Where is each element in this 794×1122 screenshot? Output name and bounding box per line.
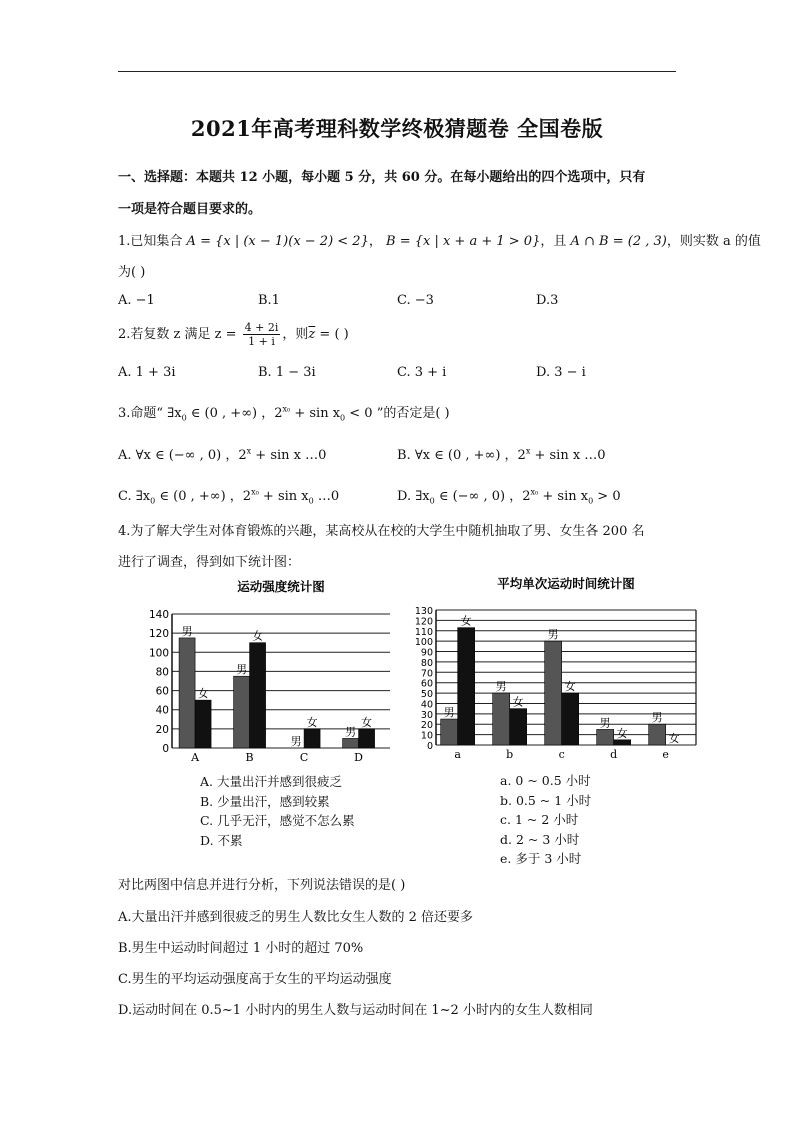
chart1-legend-d: D. 不累 — [200, 832, 243, 848]
y-tick-label: 110 — [414, 626, 433, 638]
q1-mid: ，且 — [540, 234, 567, 249]
y-tick-label: 0 — [162, 743, 169, 755]
bar-label: 女 — [616, 726, 628, 740]
q3-option-c-sub2: 0 — [308, 496, 314, 506]
q1-set-b: B = {x | x + a + 1 > 0} — [386, 234, 541, 249]
bar-label: 女 — [668, 732, 680, 745]
q1-intersection: A ∩ B = (2 , 3) — [570, 234, 667, 249]
q2-denominator: 1 + i — [248, 335, 275, 348]
q2-tail-a: ，则 — [282, 327, 309, 342]
bar-female — [359, 729, 375, 748]
x-tick-label: d — [610, 748, 618, 761]
q3-option-d-sub: 0 — [429, 496, 435, 506]
chart1-legend-c: C. 几乎无汗，感觉不怎么累 — [200, 813, 355, 828]
q4-stem-line1: 4.为了解大学生对体育锻炼的兴趣，某高校从在校的大学生中随机抽取了男、女生各 200 名 — [118, 524, 645, 539]
q4-option-a: A.大量出汗并感到很疲乏的男生人数比女生人数的 2 倍还要多 — [118, 910, 474, 925]
bar-label: 女 — [564, 680, 576, 694]
chart2-legend-a: a. 0 ~ 0.5 小时 — [500, 773, 591, 788]
q2-option-d: D. 3 − i — [536, 365, 586, 380]
q3-option-c-mid: ∈ (0 , +∞) ，2 — [155, 489, 252, 504]
chart-title: 平均单次运动时间统计图 — [497, 576, 635, 591]
y-tick-label: 80 — [155, 666, 169, 679]
q3-sup-x0: x₀ — [282, 404, 291, 414]
x-tick-label: e — [662, 748, 669, 761]
bar-male — [234, 676, 250, 748]
q3-option-d — [397, 485, 621, 506]
y-tick-label: 20 — [420, 720, 433, 732]
q3-sub0: 0 — [181, 413, 187, 423]
q3-option-a-tail: + sin x …0 — [251, 448, 327, 463]
bar-male — [179, 638, 195, 748]
bar-label: 女 — [512, 695, 524, 709]
bar-female — [195, 700, 211, 748]
q3-stem-d: < 0 ”的否定是( ) — [345, 406, 450, 421]
q3-option-d-mid: ∈ (−∞ , 0) ，2 — [434, 489, 531, 504]
bar-label: 男 — [599, 716, 611, 730]
q2-option-c: C. 3 + i — [397, 365, 447, 380]
chart-title: 运动强度统计图 — [237, 579, 325, 594]
bar-male — [441, 719, 458, 745]
chart2-legend-e: e. 多于 3 小时 — [500, 851, 582, 866]
y-tick-label: 40 — [155, 704, 169, 717]
q2-option-a: A. 1 + 3i — [118, 365, 176, 380]
q3-option-b-tail: + sin x …0 — [530, 448, 606, 463]
q3-option-c-tail: + sin x — [258, 489, 309, 504]
bar-label: 男 — [236, 663, 248, 677]
chart1-legend-a: A. 大量出汗并感到很疲乏 — [200, 774, 342, 789]
y-tick-label: 0 — [426, 741, 433, 752]
bar-label: 女 — [252, 629, 264, 643]
y-tick-label: 120 — [148, 628, 169, 641]
q4-option-c: C.男生的平均运动强度高于女生的平均运动强度 — [118, 972, 392, 987]
bar-female — [458, 628, 475, 745]
q3-option-a-label: A. ∀x ∈ (−∞ , 0) ，2 — [118, 448, 247, 463]
bar-label: 女 — [460, 614, 472, 628]
y-tick-label: 10 — [420, 730, 433, 742]
y-tick-label: 50 — [420, 689, 433, 701]
chart2-legend — [500, 771, 591, 869]
q1-option-b: B.1 — [258, 293, 280, 308]
bar-label: 女 — [361, 715, 373, 729]
y-tick-label: 60 — [155, 685, 169, 698]
q4-question: 对比两图中信息并进行分析，下列说法错误的是( ) — [118, 878, 406, 893]
q1-set-a: A = {x | (x − 1)(x − 2) < 2} — [186, 234, 369, 249]
q3-option-d-sub2: 0 — [588, 496, 594, 506]
y-tick-label: 30 — [420, 709, 433, 721]
bar-female — [250, 643, 266, 748]
chart-exercise-duration — [408, 568, 708, 768]
q3-sub0-b: 0 — [340, 413, 346, 423]
q2-tail-b: = ( ) — [315, 327, 349, 342]
bar-male — [649, 724, 666, 745]
bar-label: 男 — [181, 624, 193, 638]
q1-option-a: A. −1 — [118, 293, 155, 308]
bar-label: 男 — [651, 711, 663, 725]
q4-option-d: D.运动时间在 0.5~1 小时内的男生人数与运动时间在 1~2 小时内的女生人数相同 — [118, 1003, 593, 1018]
x-tick-label: b — [506, 748, 514, 761]
page-title: 2021年高考理科数学终极猜题卷 全国卷版 — [190, 116, 604, 141]
bar-label: 女 — [197, 687, 209, 701]
y-tick-label: 100 — [414, 637, 433, 649]
q3-option-a-sup: x — [246, 446, 252, 456]
bar-label: 男 — [547, 628, 559, 642]
q3-option-d-end: > 0 — [593, 489, 621, 504]
q3-option-b-sup: x — [525, 446, 531, 456]
bar-label: 男 — [290, 735, 302, 748]
q1-tail: ，则实数 a 的值 — [666, 234, 761, 249]
y-tick-label: 100 — [148, 647, 169, 660]
x-tick-label: c — [558, 748, 565, 761]
y-tick-label: 120 — [414, 616, 433, 628]
chart1-legend-b: B. 少量出汗，感到较累 — [200, 793, 330, 809]
bar-male — [545, 641, 562, 745]
x-tick-label: D — [354, 751, 363, 764]
bar-label: 女 — [306, 715, 318, 729]
q2-fraction — [243, 321, 281, 348]
q3-stem — [118, 402, 450, 423]
q1-stem-line2: 为( ) — [118, 265, 146, 280]
q3-stem-b: ∈ (0 , +∞) ，2 — [186, 406, 283, 421]
q2-stem — [118, 321, 349, 348]
bar-label: 男 — [443, 706, 455, 720]
x-tick-label: A — [191, 751, 200, 764]
bar-label: 男 — [345, 725, 357, 739]
q3-option-c-label: C. ∃x — [118, 489, 151, 504]
q4-option-b: B.男生中运动时间超过 1 小时的超过 70% — [118, 941, 364, 956]
q1-stem-prefix: 1.已知集合 — [118, 234, 183, 249]
y-tick-label: 60 — [420, 678, 433, 690]
chart2-legend-d: d. 2 ~ 3 小时 — [500, 831, 580, 847]
x-tick-label: a — [454, 748, 461, 761]
y-tick-label: 40 — [420, 699, 433, 711]
header-rule — [118, 71, 676, 72]
q3-stem-a: 3.命题“ ∃x — [118, 406, 182, 421]
q2-stem-text: 2.若复数 z 满足 z = — [118, 327, 237, 342]
q3-option-b — [397, 444, 606, 463]
q3-option-b-label: B. ∀x ∈ (0 , +∞) ，2 — [397, 448, 526, 463]
q3-option-d-sup: x₀ — [530, 487, 539, 497]
q2-z-conjugate: $\overline{z}$ — [308, 327, 316, 342]
q4-stem-line2: 进行了调查，得到如下统计图： — [118, 555, 301, 570]
q1-option-d: D.3 — [536, 293, 559, 308]
q3-stem-c: + sin x — [290, 406, 341, 421]
bar-male — [597, 729, 614, 745]
bar-female — [614, 740, 631, 745]
y-tick-label: 80 — [420, 657, 433, 669]
bar-male — [493, 693, 510, 745]
q3-option-c-sup: x₀ — [251, 487, 259, 497]
q1-sep: ， — [368, 234, 382, 249]
x-tick-label: B — [245, 751, 254, 764]
y-tick-label: 130 — [414, 606, 433, 617]
x-tick-label: C — [299, 751, 309, 764]
q3-option-c-sub: 0 — [150, 496, 156, 506]
y-tick-label: 20 — [155, 723, 169, 736]
q3-option-d-tail: + sin x — [538, 489, 589, 504]
section-heading-line1: 一、选择题：本题共 12 小题，每小题 5 分，共 60 分。在每小题给出的四个选项中，只有 — [118, 170, 646, 185]
chart2-legend-b: b. 0.5 ~ 1 小时 — [500, 792, 592, 808]
bar-female — [562, 693, 579, 745]
bar-male — [343, 738, 359, 748]
section-heading-line2: 一项是符合题目要求的。 — [118, 202, 262, 217]
y-tick-label: 90 — [420, 647, 433, 659]
q1-stem — [118, 230, 761, 249]
bar-female — [510, 709, 527, 745]
q1-option-c: C. −3 — [397, 293, 434, 308]
q3-option-c-end: …0 — [313, 489, 340, 504]
chart1-legend — [200, 772, 355, 850]
q3-option-a — [118, 444, 326, 463]
y-tick-label: 140 — [148, 609, 169, 621]
bar-female — [304, 729, 320, 748]
chart2-legend-c: c. 1 ~ 2 小时 — [500, 812, 579, 827]
chart-exercise-intensity — [128, 572, 398, 772]
q3-option-d-label: D. ∃x — [397, 489, 430, 504]
bar-label: 男 — [495, 680, 507, 694]
q3-option-c — [118, 485, 339, 506]
y-tick-label: 70 — [420, 668, 433, 680]
q2-numerator: 4 + 2i — [244, 321, 279, 334]
q2-option-b: B. 1 − 3i — [258, 365, 316, 380]
